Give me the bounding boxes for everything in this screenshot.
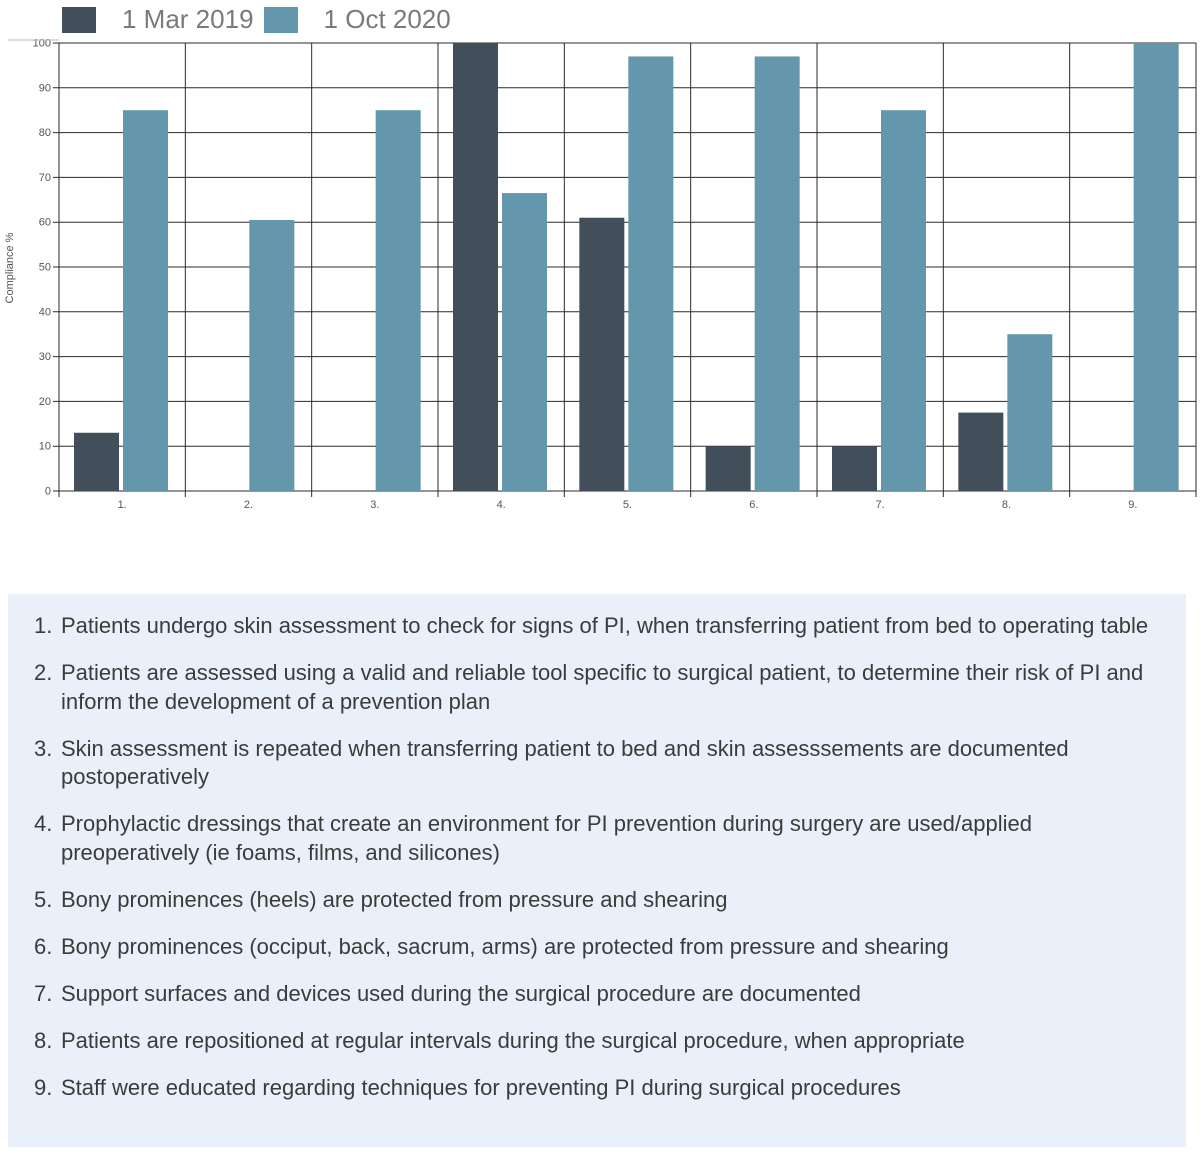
legend-label-2020: 1 Oct 2020 (323, 4, 451, 34)
bar-2019-7 (832, 446, 877, 491)
bar-chart (0, 0, 1200, 530)
legend-item-2019 (62, 4, 254, 35)
x-tick-label: 6. (749, 499, 759, 511)
y-tick-label: 90 (38, 82, 51, 95)
bar-2019-5 (579, 218, 624, 491)
criteria-number: 3. (34, 735, 53, 761)
x-tick-label: 5. (622, 499, 633, 511)
criteria-text: Support surfaces and devices used during the surgical procedure are documented (61, 980, 861, 1006)
criteria-number: 2. (34, 660, 53, 685)
legend-swatch-2020 (264, 7, 298, 33)
criteria-item-4 (8, 810, 1176, 867)
x-tick-label: 7. (875, 499, 885, 511)
chart-area (0, 0, 1200, 530)
criteria-number: 6. (34, 933, 53, 959)
criteria-item-7 (8, 980, 1176, 1009)
bar-2020-2 (249, 220, 294, 491)
criteria-text: Patients undergo skin assessment to check for signs of PI, when transferring patient from bed to operating table (61, 613, 1149, 638)
y-tick-label: 30 (38, 351, 51, 364)
x-tick-label: 3. (370, 499, 380, 511)
criteria-text: Staff were educated regarding techniques for preventing PI during surgical procedures (61, 1074, 901, 1100)
criteria-item-8 (8, 1027, 1176, 1056)
criteria-text: Bony prominences (occiput, back, sacrum, arms) are protected from pressure and shearing (61, 933, 949, 959)
bar-2020-5 (628, 56, 673, 491)
y-tick-label: 70 (38, 171, 51, 184)
bar-2019-1 (74, 433, 119, 491)
criteria-number: 7. (34, 980, 53, 1006)
x-tick-label: 9. (1128, 499, 1138, 511)
legend (62, 4, 461, 35)
criteria-text: Skin assessment is repeated when transferring patient to bed and skin assesssements are documented postoperatively (61, 735, 1069, 789)
criteria-text: Patients are assessed using a valid and reliable tool specific to surgical patient, to determine their risk of PI and inform the development of a prevention plan (61, 660, 1144, 714)
criteria-item-3 (8, 735, 1176, 792)
y-tick-label: 10 (38, 440, 51, 453)
y-tick-label: 0 (44, 485, 51, 498)
bar-2020-6 (755, 56, 800, 491)
criteria-item-2 (8, 659, 1176, 716)
bar-2020-1 (123, 110, 168, 491)
criteria-number: 9. (34, 1074, 53, 1100)
criteria-item-1 (8, 612, 1176, 641)
bar-2019-8 (958, 413, 1003, 491)
y-tick-label: 40 (38, 306, 51, 319)
criteria-item-9 (8, 1074, 1176, 1103)
criteria-item-6 (8, 933, 1176, 962)
y-tick-label: 80 (38, 127, 51, 140)
bar-2020-7 (881, 110, 926, 491)
x-tick-label: 4. (496, 499, 506, 511)
bar-2020-8 (1007, 334, 1052, 491)
criteria-number: 5. (34, 886, 53, 912)
criteria-text: Patients are repositioned at regular intervals during the surgical procedure, when appropriate (61, 1027, 965, 1053)
criteria-text: Bony prominences (heels) are protected from pressure and shearing (61, 886, 728, 912)
criteria-item-5 (8, 886, 1176, 915)
y-tick-label: 20 (38, 395, 51, 408)
criteria-list (8, 612, 1176, 1102)
legend-swatch-2019 (62, 7, 96, 33)
bar-2020-9 (1134, 43, 1179, 491)
x-tick-label: 1. (117, 499, 127, 511)
y-tick-label: 60 (38, 216, 51, 229)
legend-item-2020 (264, 4, 451, 35)
bar-2020-4 (502, 193, 547, 491)
bar-2020-3 (376, 110, 421, 491)
criteria-notes-panel (8, 594, 1186, 1147)
y-axis-label: Compliance % (4, 232, 16, 304)
criteria-text: Prophylactic dressings that create an environment for PI prevention during surgery are used/applied preoperatively (ie foams, films, and silicones) (61, 811, 1032, 865)
criteria-number: 1. (34, 613, 53, 638)
legend-label-2019: 1 Mar 2019 (122, 4, 254, 34)
bar-2019-6 (706, 446, 751, 491)
bar-2019-4 (453, 43, 498, 491)
criteria-number: 8. (34, 1027, 53, 1053)
criteria-number: 4. (34, 811, 53, 836)
x-tick-label: 8. (1001, 499, 1012, 511)
y-tick-label: 50 (38, 261, 51, 274)
y-tick-label: 100 (32, 37, 51, 50)
x-tick-label: 2. (243, 499, 254, 511)
